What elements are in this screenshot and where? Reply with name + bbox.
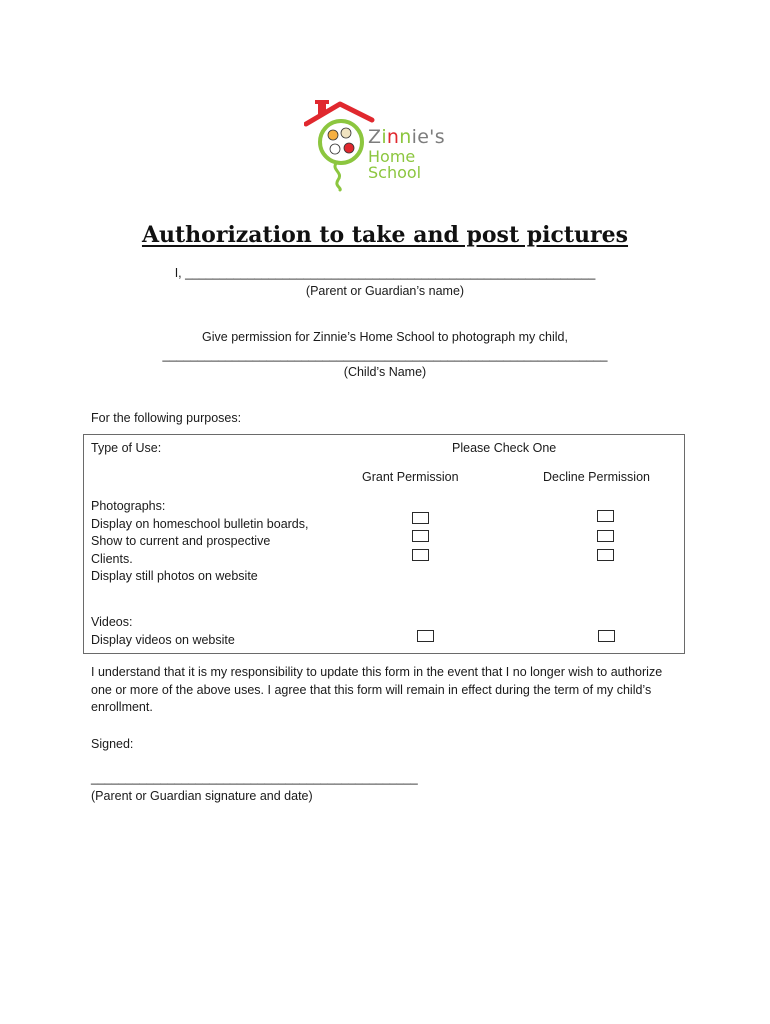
permissions-table: [83, 434, 685, 654]
decline-checkbox-2[interactable]: [597, 530, 614, 542]
decline-checkbox-1[interactable]: [597, 510, 614, 522]
photo-use-website: Display still photos on website: [91, 569, 258, 583]
logo-line-1: Zinnie's: [368, 126, 445, 148]
type-of-use-header: Type of Use:: [91, 441, 162, 455]
grant-checkbox-2[interactable]: [412, 530, 429, 542]
child-name-field[interactable]: ________________________________________________________________: [162, 348, 608, 362]
logo-wordmark: [368, 128, 466, 181]
school-logo: [304, 100, 466, 192]
grant-video-checkbox[interactable]: [417, 630, 434, 642]
parent-name-caption: (Parent or Guardian’s name): [305, 284, 465, 298]
form-title: Authorization to take and post pictures: [141, 222, 629, 248]
logo-line-2: Home School: [368, 147, 422, 182]
grant-checkbox-3[interactable]: [412, 549, 429, 561]
photo-use-show: Show to current and prospective: [91, 534, 271, 548]
decline-checkbox-3[interactable]: [597, 549, 614, 561]
child-name-caption: (Child’s Name): [343, 365, 427, 379]
signature-field[interactable]: _______________________________________________: [91, 771, 418, 785]
photo-use-clients: Clients.: [91, 552, 133, 566]
decline-video-checkbox[interactable]: [598, 630, 615, 642]
video-use-website: Display videos on website: [91, 633, 235, 647]
purposes-label: For the following purposes:: [91, 411, 242, 425]
photo-use-bulletin: Display on homeschool bulletin boards,: [91, 517, 309, 531]
signed-label: Signed:: [91, 737, 134, 751]
signature-caption: (Parent or Guardian signature and date): [91, 789, 313, 803]
grant-checkbox-1[interactable]: [412, 512, 429, 524]
please-check-header: Please Check One: [452, 441, 557, 455]
parent-name-field[interactable]: I, ___________________________________________________________: [174, 266, 596, 280]
decline-permission-header: Decline Permission: [543, 470, 650, 484]
videos-heading: Videos:: [91, 615, 133, 629]
grant-permission-header: Grant Permission: [362, 470, 459, 484]
agreement-paragraph: I understand that it is my responsibility to update this form in the event that I no longer wish to authorize one or more of the above uses. I agree that this form will remain in effect during the term of my child’s enrollment.: [91, 665, 663, 714]
photographs-heading: Photographs:: [91, 499, 166, 513]
permission-text: Give permission for Zinnie’s Home School to photograph my child,: [202, 330, 568, 344]
